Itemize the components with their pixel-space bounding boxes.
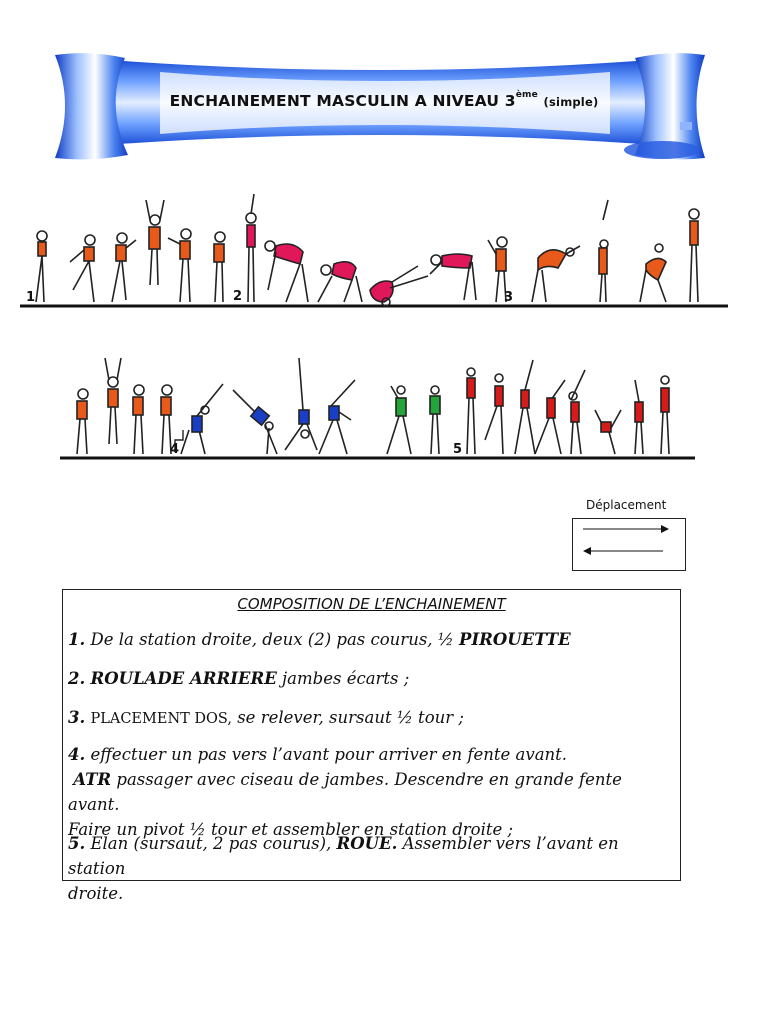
document-title bbox=[0, 92, 768, 110]
step-text: De la station droite, deux (2) pas courus, ½ bbox=[90, 630, 460, 649]
sequence-marker-2: 2 bbox=[233, 289, 243, 304]
composition-box bbox=[62, 589, 681, 903]
direction-legend bbox=[572, 518, 686, 571]
step-number: 1. bbox=[68, 630, 86, 649]
gymnastics-sequence-row-2 bbox=[55, 350, 700, 465]
sequence-marker-4: 4 bbox=[170, 442, 180, 457]
step-text-line3: Faire un pivot ½ tour et assembler en station droite ; bbox=[68, 820, 514, 839]
sequence-marker-5: 5 bbox=[453, 442, 463, 457]
step-text: jambes écarts ; bbox=[276, 669, 410, 688]
title-text: ENCHAINEMENT MASCULIN A NIVEAU 3 bbox=[169, 92, 516, 110]
step-number: 2. bbox=[68, 669, 86, 688]
step-5 bbox=[68, 831, 676, 906]
step-1 bbox=[68, 627, 676, 652]
gymnastics-sequence-row-1 bbox=[18, 190, 730, 315]
figure-standing-1 bbox=[36, 231, 47, 302]
step-keyword: ATR bbox=[73, 770, 112, 789]
title-subtitle: (simple) bbox=[543, 95, 599, 109]
step-text-line2: passager avec ciseau de jambes. Descendre en grande fente avant. bbox=[68, 770, 622, 814]
step-number: 3. bbox=[68, 708, 86, 727]
step-keyword: ROUE. bbox=[336, 834, 398, 853]
step-2 bbox=[68, 666, 676, 691]
step-keyword: ROULADE ARRIERE bbox=[90, 669, 277, 688]
composition-title: COMPOSITION DE L’ENCHAINEMENT bbox=[237, 595, 506, 613]
step-text: Elan (sursaut, 2 pas courus), bbox=[85, 834, 337, 853]
step-text-cont: Assembler vers l’avant en station bbox=[68, 834, 619, 878]
step-number: 4. bbox=[68, 745, 86, 764]
legend-label: Déplacement bbox=[586, 498, 667, 512]
step-text: effectuer un pas vers l’avant pour arriver en fente avant. bbox=[85, 745, 568, 764]
step-text: se relever, sursaut ½ tour ; bbox=[231, 708, 464, 727]
title-superscript: ème bbox=[515, 90, 538, 100]
sequence-marker-3: 3 bbox=[504, 290, 514, 305]
step-3 bbox=[68, 705, 676, 732]
direction-arrows-icon bbox=[573, 519, 685, 570]
step-keyword: PIROUETTE bbox=[459, 630, 571, 649]
sequence-marker-1: 1 bbox=[26, 290, 36, 305]
step-keyword: PLACEMENT DOS, bbox=[90, 711, 232, 727]
step-4 bbox=[68, 742, 676, 842]
step-number: 5. bbox=[68, 834, 86, 853]
step-text-line2: droite. bbox=[68, 884, 124, 903]
